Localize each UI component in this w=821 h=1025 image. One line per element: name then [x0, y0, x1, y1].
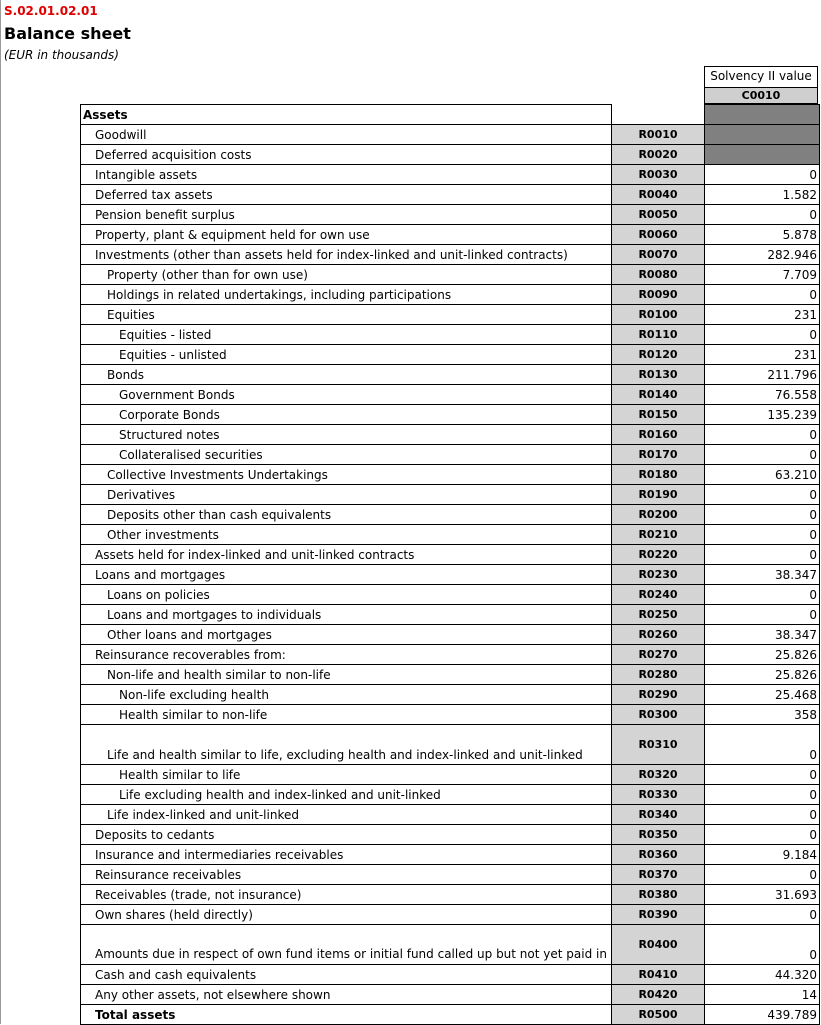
table-row: [81, 305, 820, 325]
row-value: 0: [705, 505, 820, 525]
table-row: [81, 385, 820, 405]
row-label: Holdings in related undertakings, including participations: [81, 285, 612, 305]
row-label: Other loans and mortgages: [81, 625, 612, 645]
row-code: R0120: [612, 345, 705, 365]
row-code: R0280: [612, 665, 705, 685]
row-code: R0290: [612, 685, 705, 705]
table-row: [81, 245, 820, 265]
table-row: [81, 845, 820, 865]
row-label: Any other assets, not elsewhere shown: [81, 985, 612, 1005]
row-value: 0: [705, 205, 820, 225]
row-code: R0310: [612, 725, 705, 765]
row-label: Deferred tax assets: [81, 185, 612, 205]
row-code: R0340: [612, 805, 705, 825]
row-code: R0100: [612, 305, 705, 325]
row-value: 14: [705, 985, 820, 1005]
row-code: R0320: [612, 765, 705, 785]
row-code: R0410: [612, 965, 705, 985]
table-row: [81, 165, 820, 185]
row-label: Loans on policies: [81, 585, 612, 605]
section-header: Assets: [81, 105, 612, 125]
row-value: 0: [705, 805, 820, 825]
row-label: Deferred acquisition costs: [81, 145, 612, 165]
row-code: R0190: [612, 485, 705, 505]
row-label: Equities: [81, 305, 612, 325]
row-code: R0330: [612, 785, 705, 805]
table-row: [81, 125, 820, 145]
row-code: R0150: [612, 405, 705, 425]
row-value: 0: [705, 905, 820, 925]
column-code: C0010: [704, 87, 818, 104]
table-row: [81, 265, 820, 285]
row-code: R0110: [612, 325, 705, 345]
row-label: Derivatives: [81, 485, 612, 505]
row-label: Insurance and intermediaries receivables: [81, 845, 612, 865]
row-value: 0: [705, 765, 820, 785]
row-value: [705, 125, 820, 145]
row-code: R0200: [612, 505, 705, 525]
row-value: 25.826: [705, 645, 820, 665]
table-row: [81, 665, 820, 685]
row-label: Reinsurance receivables: [81, 865, 612, 885]
column-header: Solvency II value: [704, 66, 818, 87]
row-value: 439.789: [705, 1005, 820, 1025]
table-row: [81, 205, 820, 225]
table-row: [81, 225, 820, 245]
table-row: [81, 705, 820, 725]
table-row: [81, 585, 820, 605]
row-value: 9.184: [705, 845, 820, 865]
row-code: R0160: [612, 425, 705, 445]
row-code: R0180: [612, 465, 705, 485]
row-value: 76.558: [705, 385, 820, 405]
row-code: R0230: [612, 565, 705, 585]
row-value: 0: [705, 925, 820, 965]
row-code: R0090: [612, 285, 705, 305]
table-row: [81, 485, 820, 505]
row-value: 0: [705, 585, 820, 605]
row-value: 7.709: [705, 265, 820, 285]
row-label: Life index-linked and unit-linked: [81, 805, 612, 825]
row-label: Non-life excluding health: [81, 685, 612, 705]
row-value: 0: [705, 525, 820, 545]
row-label: Cash and cash equivalents: [81, 965, 612, 985]
table-row: [81, 525, 820, 545]
row-value: 358: [705, 705, 820, 725]
row-value: 63.210: [705, 465, 820, 485]
row-code: R0070: [612, 245, 705, 265]
row-label: Goodwill: [81, 125, 612, 145]
template-code: S.02.01.02.01: [4, 4, 98, 18]
table-row: [81, 425, 820, 445]
table-row: [81, 905, 820, 925]
row-label: Receivables (trade, not insurance): [81, 885, 612, 905]
row-label: Other investments: [81, 525, 612, 545]
row-code: R0030: [612, 165, 705, 185]
table-row: [81, 785, 820, 805]
table-row: [81, 725, 820, 765]
table-row: [81, 885, 820, 905]
row-value: 38.347: [705, 625, 820, 645]
row-label: Life and health similar to life, excluding health and index-linked and unit-linked: [81, 725, 612, 765]
table-row: [81, 185, 820, 205]
row-value: 0: [705, 825, 820, 845]
row-code: R0220: [612, 545, 705, 565]
row-code: R0300: [612, 705, 705, 725]
row-label: Deposits to cedants: [81, 825, 612, 845]
row-label: Investments (other than assets held for index-linked and unit-linked contracts): [81, 245, 612, 265]
row-value: 1.582: [705, 185, 820, 205]
row-code: R0060: [612, 225, 705, 245]
page-left-border: [0, 0, 1, 1024]
row-value: 44.320: [705, 965, 820, 985]
row-value: 135.239: [705, 405, 820, 425]
row-code: R0350: [612, 825, 705, 845]
table-row: [81, 765, 820, 785]
row-value: 0: [705, 425, 820, 445]
table-row: [81, 445, 820, 465]
row-label: Health similar to life: [81, 765, 612, 785]
row-code: R0080: [612, 265, 705, 285]
row-label: Amounts due in respect of own fund items or initial fund called up but not yet paid in: [81, 925, 612, 965]
page-title: Balance sheet: [4, 24, 131, 43]
row-label: Own shares (held directly): [81, 905, 612, 925]
row-label: Non-life and health similar to non-life: [81, 665, 612, 685]
row-value: 0: [705, 445, 820, 465]
row-value: 0: [705, 285, 820, 305]
row-code: R0380: [612, 885, 705, 905]
table-row: [81, 605, 820, 625]
table-row: [81, 325, 820, 345]
row-label: Total assets: [81, 1005, 612, 1025]
unit-note: (EUR in thousands): [4, 48, 119, 62]
row-code: R0420: [612, 985, 705, 1005]
table-row: [81, 865, 820, 885]
table-row: [81, 925, 820, 965]
row-label: Structured notes: [81, 425, 612, 445]
row-code: R0260: [612, 625, 705, 645]
table-row: [81, 805, 820, 825]
row-code: R0050: [612, 205, 705, 225]
row-label: Corporate Bonds: [81, 405, 612, 425]
row-code: R0400: [612, 925, 705, 965]
row-value: 0: [705, 605, 820, 625]
row-label: Property (other than for own use): [81, 265, 612, 285]
row-value: 211.796: [705, 365, 820, 385]
table-row: [81, 405, 820, 425]
table-row: [81, 965, 820, 985]
row-label: Bonds: [81, 365, 612, 385]
row-value: 0: [705, 165, 820, 185]
row-label: Assets held for index-linked and unit-linked contracts: [81, 545, 612, 565]
table-row: [81, 685, 820, 705]
balance-sheet-table: [80, 104, 820, 1025]
section-header-row: [81, 105, 820, 125]
row-value: 0: [705, 785, 820, 805]
row-code: R0390: [612, 905, 705, 925]
row-value: 0: [705, 485, 820, 505]
row-value: [705, 145, 820, 165]
row-code: R0270: [612, 645, 705, 665]
table-row: [81, 1005, 820, 1025]
row-label: Loans and mortgages: [81, 565, 612, 585]
row-code: R0130: [612, 365, 705, 385]
row-value: 0: [705, 865, 820, 885]
row-code: R0170: [612, 445, 705, 465]
row-value: 282.946: [705, 245, 820, 265]
row-code: R0010: [612, 125, 705, 145]
row-label: Collateralised securities: [81, 445, 612, 465]
row-code: R0250: [612, 605, 705, 625]
table-row: [81, 505, 820, 525]
row-value: 0: [705, 545, 820, 565]
table-row: [81, 625, 820, 645]
row-label: Health similar to non-life: [81, 705, 612, 725]
row-value: 25.468: [705, 685, 820, 705]
row-label: Equities - unlisted: [81, 345, 612, 365]
row-label: Collective Investments Undertakings: [81, 465, 612, 485]
row-value: 25.826: [705, 665, 820, 685]
row-value: 0: [705, 725, 820, 765]
row-label: Equities - listed: [81, 325, 612, 345]
table-row: [81, 565, 820, 585]
table-row: [81, 345, 820, 365]
row-code: R0240: [612, 585, 705, 605]
row-value: 5.878: [705, 225, 820, 245]
table-row: [81, 825, 820, 845]
table-row: [81, 145, 820, 165]
row-value: 231: [705, 345, 820, 365]
row-label: Loans and mortgages to individuals: [81, 605, 612, 625]
row-value: 38.347: [705, 565, 820, 585]
row-code: R0020: [612, 145, 705, 165]
row-code: R0360: [612, 845, 705, 865]
row-label: Deposits other than cash equivalents: [81, 505, 612, 525]
row-label: Pension benefit surplus: [81, 205, 612, 225]
row-code: R0140: [612, 385, 705, 405]
row-code: R0370: [612, 865, 705, 885]
row-code: R0500: [612, 1005, 705, 1025]
table-row: [81, 645, 820, 665]
row-label: Reinsurance recoverables from:: [81, 645, 612, 665]
row-code: R0210: [612, 525, 705, 545]
row-value: 231: [705, 305, 820, 325]
row-value: 0: [705, 325, 820, 345]
table-row: [81, 985, 820, 1005]
row-label: Life excluding health and index-linked and unit-linked: [81, 785, 612, 805]
row-label: Property, plant & equipment held for own use: [81, 225, 612, 245]
row-label: Government Bonds: [81, 385, 612, 405]
table-row: [81, 465, 820, 485]
table-row: [81, 285, 820, 305]
row-value: 31.693: [705, 885, 820, 905]
table-row: [81, 365, 820, 385]
row-label: Intangible assets: [81, 165, 612, 185]
row-code: R0040: [612, 185, 705, 205]
table-row: [81, 545, 820, 565]
